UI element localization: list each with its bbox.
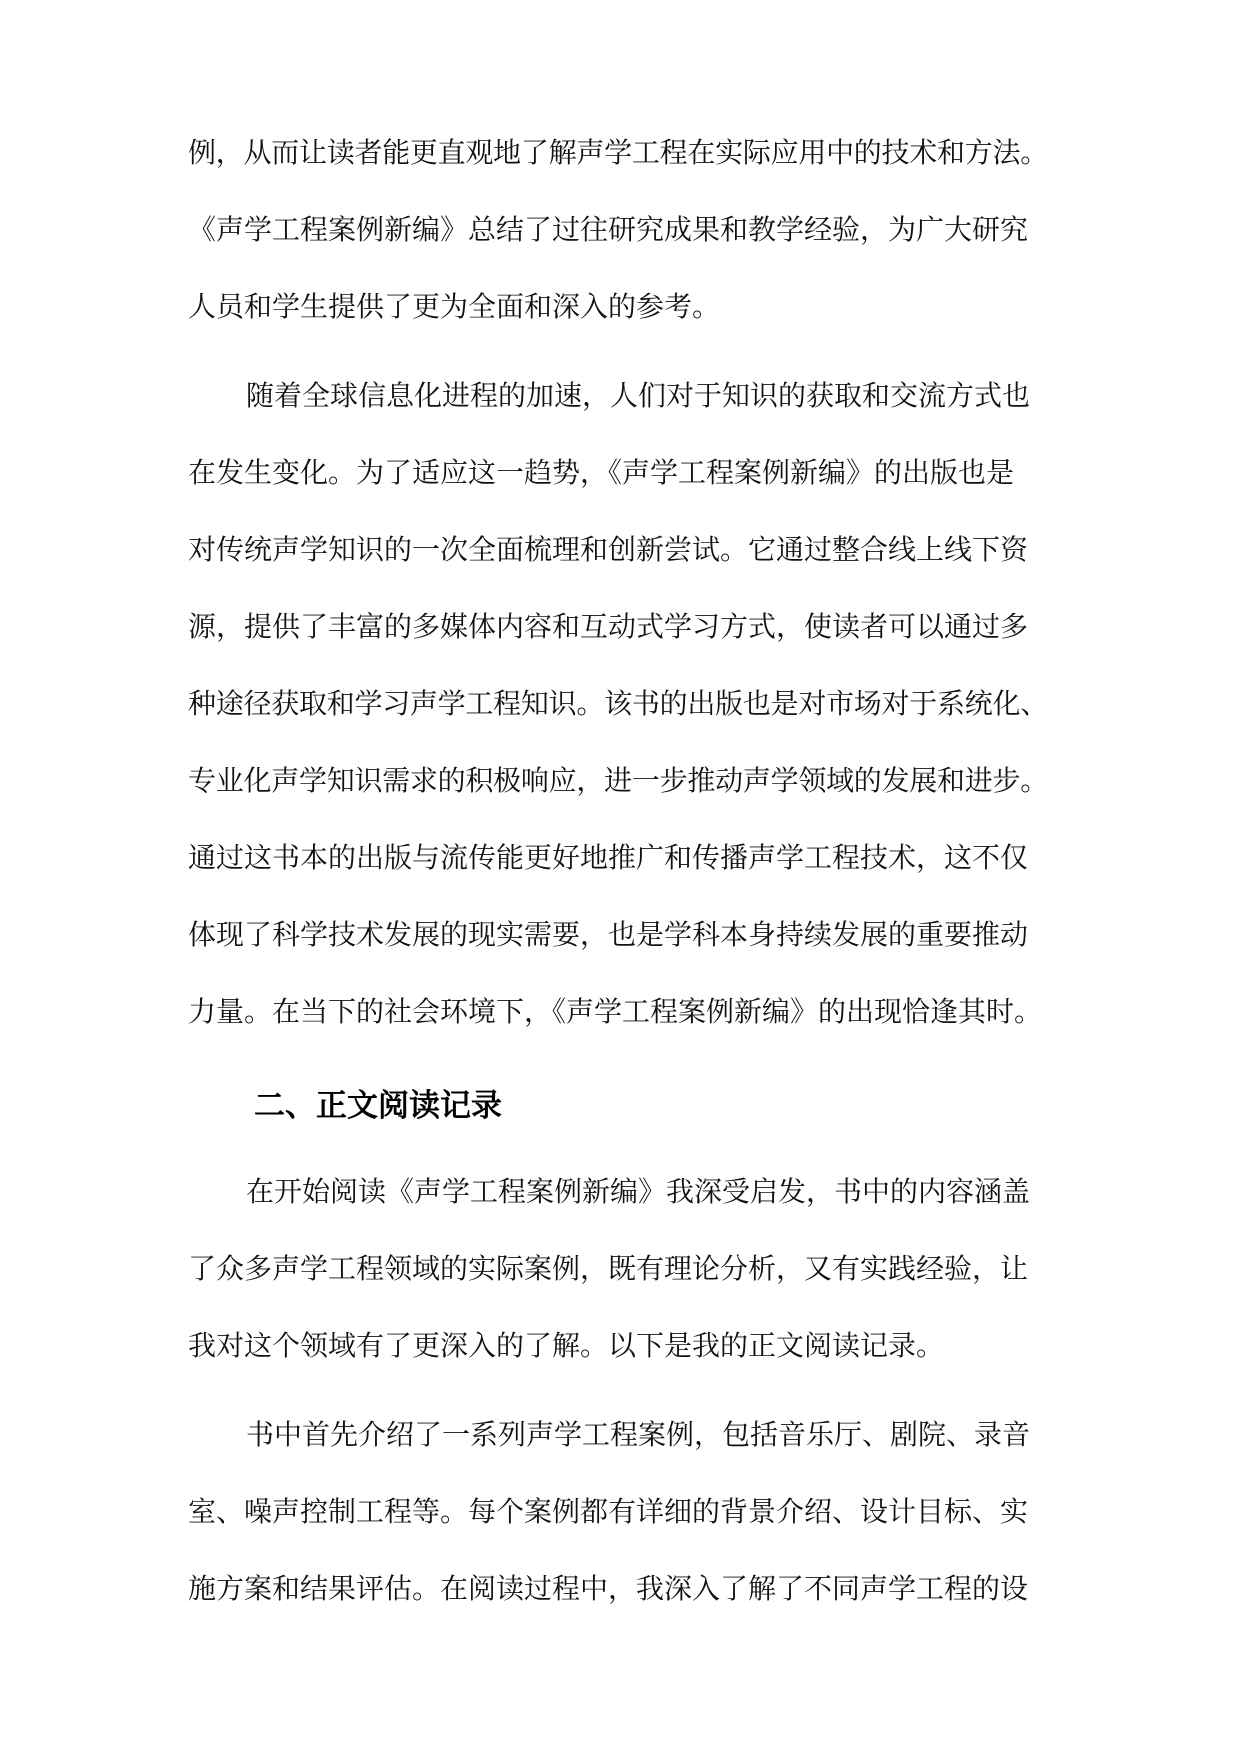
- text-line: 人员和学生提供了更为全面和深入的参考。: [188, 290, 721, 323]
- text-line: 了众多声学工程领域的实际案例，既有理论分析，又有实践经验，让: [188, 1252, 1029, 1285]
- text-line: 随着全球信息化进程的加速，人们对于知识的获取和交流方式也: [246, 379, 1031, 412]
- text-line: 书中首先介绍了一系列声学工程案例，包括音乐厅、剧院、录音: [246, 1418, 1031, 1451]
- text-line: 通过这书本的出版与流传能更好地推广和传播声学工程技术，这不仅: [188, 841, 1029, 874]
- text-line: 在开始阅读《声学工程案例新编》我深受启发，书中的内容涵盖: [246, 1175, 1031, 1208]
- text-line: 在发生变化。为了适应这一趋势，《声学工程案例新编》的出版也是: [188, 456, 1015, 489]
- text-line: 室、噪声控制工程等。每个案例都有详细的背景介绍、设计目标、实: [188, 1495, 1029, 1528]
- text-line: 《声学工程案例新编》总结了过往研究成果和教学经验，为广大研究: [188, 213, 1029, 246]
- text-line: 力量。在当下的社会环境下，《声学工程案例新编》的出现恰逢其时。: [188, 995, 1043, 1028]
- text-line: 例，从而让读者能更直观地了解声学工程在实际应用中的技术和方法。: [188, 136, 1049, 169]
- text-line: 专业化声学知识需求的积极响应，进一步推动声学领域的发展和进步。: [188, 764, 1049, 797]
- text-line: 体现了科学技术发展的现实需要，也是学科本身持续发展的重要推动: [188, 918, 1029, 951]
- text-line: 施方案和结果评估。在阅读过程中，我深入了解了不同声学工程的设: [188, 1572, 1029, 1605]
- text-line: 对传统声学知识的一次全面梳理和创新尝试。它通过整合线上线下资: [188, 533, 1029, 566]
- text-line: 源，提供了丰富的多媒体内容和互动式学习方式，使读者可以通过多: [188, 610, 1029, 643]
- text-line: 我对这个领域有了更深入的了解。以下是我的正文阅读记录。: [188, 1329, 945, 1362]
- section-heading: 二、正文阅读记录: [254, 1088, 502, 1124]
- text-line: 种途径获取和学习声学工程知识。该书的出版也是对市场对于系统化、: [188, 687, 1049, 720]
